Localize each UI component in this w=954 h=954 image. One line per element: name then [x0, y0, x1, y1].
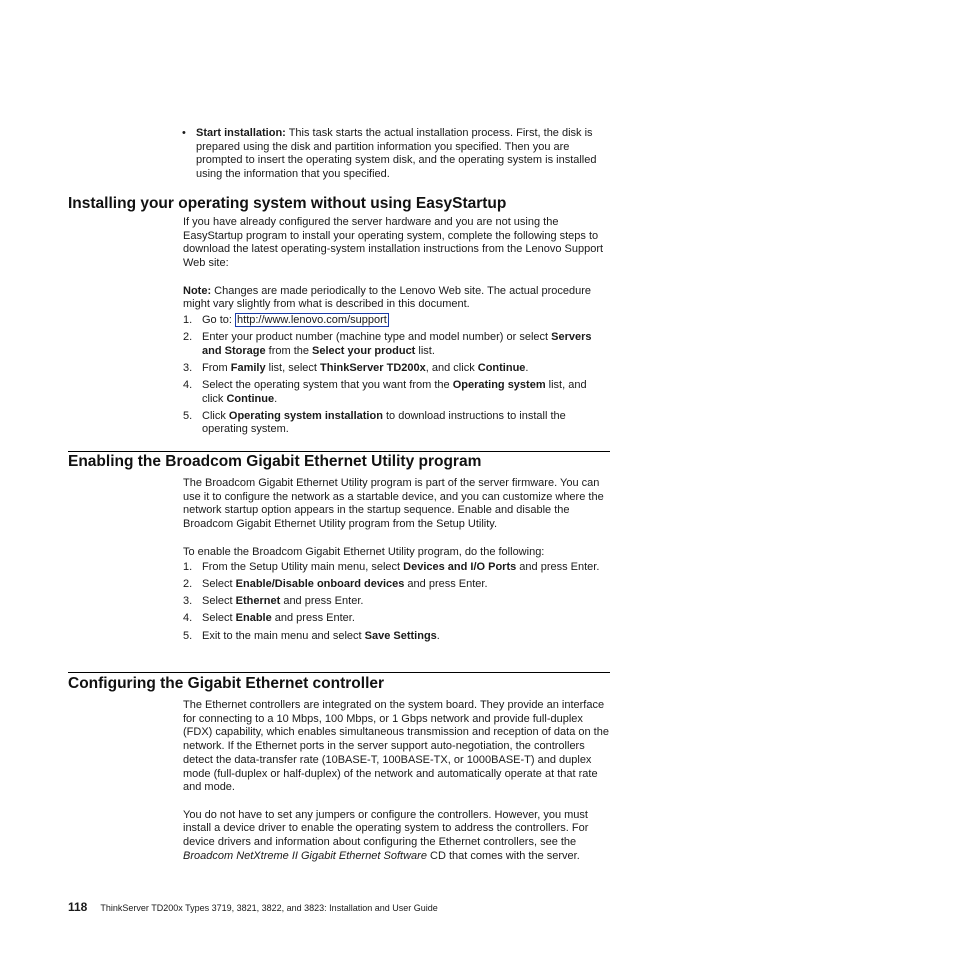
- software-cd-title: Broadcom NetXtreme II Gigabit Ethernet Software: [183, 849, 427, 862]
- step-number: 3.: [183, 595, 193, 608]
- step-text: Select Ethernet and press Enter.: [202, 595, 364, 608]
- list-item: [183, 578, 611, 592]
- step-text: Go to: http://www.lenovo.com/support: [202, 313, 387, 326]
- step-number: 3.: [183, 361, 193, 374]
- section-body-installing-os: [183, 216, 611, 440]
- footer-title: ThinkServer TD200x Types 3719, 3821, 3822, and 3823: Installation and User Guide: [100, 903, 438, 913]
- bullet-label: Start installation:: [196, 127, 286, 139]
- page-number: 118: [68, 900, 88, 914]
- bullet-dot-icon: •: [182, 127, 186, 139]
- page-footer: [68, 900, 438, 914]
- install-steps-list: [183, 314, 611, 437]
- section-heading-broadcom-utility: Enabling the Broadcom Gigabit Ethernet Utility program: [68, 453, 482, 470]
- section-divider: [68, 672, 610, 673]
- list-item: [183, 595, 611, 609]
- start-installation-bullet: [182, 127, 612, 182]
- section-intro: The Broadcom Gigabit Ethernet Utility program is part of the server firmware. You can use it to configure the network as a startable device, and you can customize where the network startup option appears in the startup sequence. Enable and disable the Broadcom Gigabit Ethernet Utility program from the Setup Utility.: [183, 477, 604, 531]
- step-text: Select the operating system that you want from the Operating system list, and click Continue.: [202, 378, 587, 405]
- step-text: From the Setup Utility main menu, select Devices and I/O Ports and press Enter.: [202, 561, 600, 574]
- step-text: Select Enable/Disable onboard devices and press Enter.: [202, 578, 488, 591]
- section-paragraph: You do not have to set any jumpers or configure the controllers. However, you must install a device driver to enable the operating system to address the controllers. For device drivers and information about configuring the Ethernet controllers, see the Broadcom NetXtreme II Gigabit Ethernet Software CD that comes with the server.: [183, 808, 589, 862]
- step-text: Select Enable and press Enter.: [202, 612, 355, 625]
- list-item: [183, 561, 611, 575]
- step-number: 1.: [183, 561, 193, 574]
- section-intro: If you have already configured the server hardware and you are not using the EasyStartup program to install your operating system, complete the following steps to download the latest operating-system installation instructions from the Lenovo Support Web site:: [183, 216, 604, 270]
- step-number: 5.: [183, 409, 193, 422]
- section-body-gigabit-controller: [183, 699, 611, 863]
- note: [183, 285, 611, 312]
- step-number: 2.: [183, 578, 193, 591]
- section-body-broadcom-utility: [183, 477, 611, 647]
- list-item: [183, 314, 611, 328]
- note-label: Note:: [183, 284, 212, 297]
- note-text: Changes are made periodically to the Lenovo Web site. The actual procedure might vary slightly from what is described in this document.: [183, 284, 592, 311]
- list-item: [183, 362, 611, 376]
- list-item: [183, 331, 611, 358]
- list-item: [183, 410, 611, 437]
- step-text: From Family list, select ThinkServer TD200x, and click Continue.: [202, 361, 529, 374]
- section-paragraph: The Ethernet controllers are integrated on the system board. They provide an interface for connecting to a 10 Mbps, 100 Mbps, or 1 Gbps network and provide full-duplex (FDX) capability, which enables simultaneous transmission and reception of data on the network. If the Ethernet ports in the server support auto-negotiation, the controllers detect the data-transfer rate (10BASE-T, 100BASE-TX, or 1000BASE-T) and duplex mode (full-duplex or half-duplex) of the network and automatically operate at that rate and mode.: [183, 699, 609, 794]
- list-item: [183, 630, 611, 644]
- section-heading-gigabit-controller: Configuring the Gigabit Ethernet controller: [68, 675, 385, 692]
- list-item: [183, 612, 611, 626]
- step-text: Click Operating system installation to download instructions to install the operating system.: [202, 409, 566, 436]
- lenovo-support-link[interactable]: http://www.lenovo.com/support: [237, 313, 387, 326]
- step-text: Exit to the main menu and select Save Settings.: [202, 629, 440, 642]
- section-lead: To enable the Broadcom Gigabit Ethernet Utility program, do the following:: [183, 545, 545, 558]
- list-item: [183, 379, 611, 406]
- bullet-content: [196, 127, 612, 182]
- step-number: 4.: [183, 378, 193, 391]
- enable-steps-list: [183, 561, 611, 643]
- step-number: 2.: [183, 331, 193, 343]
- step-number: 1.: [183, 313, 193, 326]
- bullet-text: This task starts the actual installation process. First, the disk is prepared using the disk and partition information you specified. Then you are prompted to insert the operating system disk, and the operating system is installed using the information that you specified.: [196, 127, 597, 181]
- step-number: 4.: [183, 612, 193, 625]
- step-text: Enter your product number (machine type and model number) or select Servers and Storage from the Select your product list.: [202, 331, 592, 357]
- section-divider: [68, 451, 610, 452]
- section-heading-installing-os: Installing your operating system without using EasyStartup: [68, 195, 507, 212]
- step-number: 5.: [183, 629, 193, 642]
